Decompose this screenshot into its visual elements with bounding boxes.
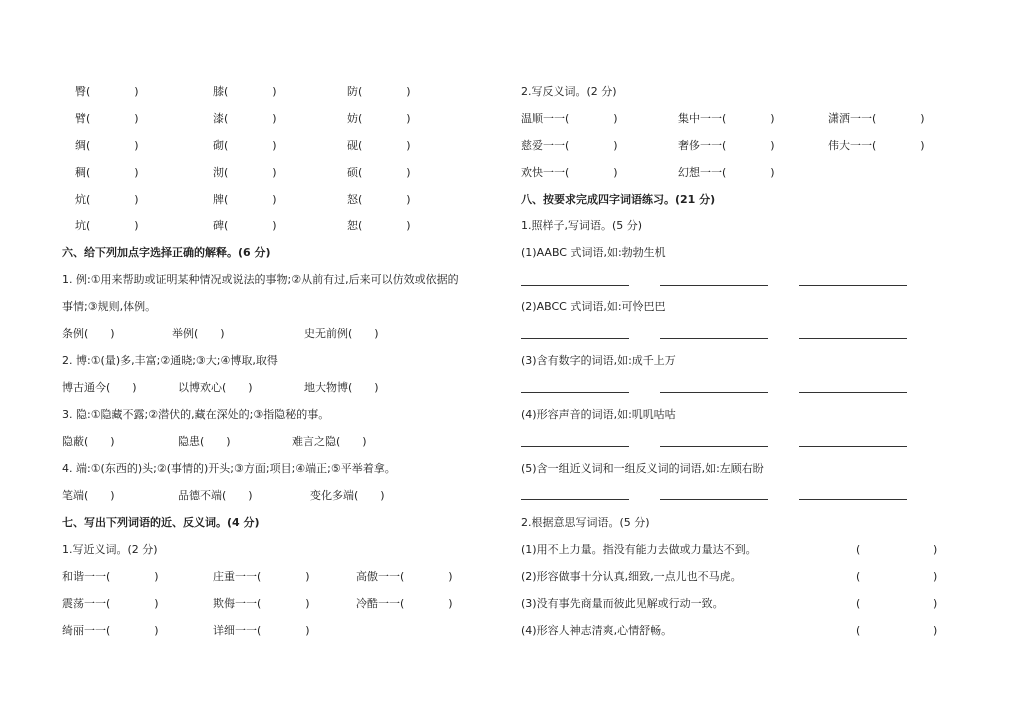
char-item: 稠( ) [75,166,139,179]
synonym-item: 高傲一一( ) [356,570,453,583]
char-item: 砌( ) [213,139,277,152]
char-item: 臀( ) [75,85,139,98]
answer-line[interactable] [521,392,629,393]
char-item: 沏( ) [213,166,277,179]
answer-line[interactable] [799,285,907,286]
answer-line[interactable] [660,285,768,286]
answer-line[interactable] [660,446,768,447]
answer-item: 隐患( ) [178,435,231,448]
paren-open: ( [856,570,861,583]
answer-line[interactable] [660,392,768,393]
section8-title: 八、按要求完成四字词语练习。(21 分) [521,193,716,206]
question-text: 2. 博:①(量)多,丰富;②通晓;③大;④博取,取得 [62,354,278,367]
paren-open: ( [856,624,861,637]
meaning-text: (1)用不上力量。指没有能力去做或力量达不到。 [521,543,757,556]
answer-item: 以博欢心( ) [178,381,253,394]
char-item: 炕( ) [75,193,139,206]
answer-item: 条例( ) [62,327,115,340]
answer-item: 变化多端( ) [310,489,385,502]
paren-close: ) [933,597,938,610]
prompt-text: (2)ABCC 式词语,如:可怜巴巴 [521,300,666,313]
paren-open: ( [856,543,861,556]
answer-line[interactable] [521,285,629,286]
char-item: 砚( ) [347,139,411,152]
char-item: 绸( ) [75,139,139,152]
synonym-item: 庄重一一( ) [213,570,310,583]
question-text: 1. 例:①用来帮助或证明某种情况或说法的事物;②从前有过,后来可以仿效或依据的 [62,273,459,286]
answer-line[interactable] [660,499,768,500]
antonym-item: 集中一一( ) [678,112,775,125]
prompt-text: (1)AABC 式词语,如:勃勃生机 [521,246,666,259]
synonym-item: 详细一一( ) [213,624,310,637]
subquestion-title: 2.根据意思写词语。(5 分) [521,516,650,529]
antonym-item: 慈爱一一( ) [521,139,618,152]
antonym-item: 幻想一一( ) [678,166,775,179]
antonym-item: 欢快一一( ) [521,166,618,179]
question-text: 4. 端:①(东西的)头;②(事情的)开头;③方面;项目;④端正;⑤平举着拿。 [62,462,396,475]
char-item: 怒( ) [347,193,411,206]
antonym-item: 温顺一一( ) [521,112,618,125]
prompt-text: (4)形容声音的词语,如:叽叽咕咕 [521,408,676,421]
answer-item: 难言之隐( ) [292,435,367,448]
char-item: 恕( ) [347,219,411,232]
char-item: 坑( ) [75,219,139,232]
answer-item: 史无前例( ) [304,327,379,340]
paren-close: ) [933,543,938,556]
synonym-item: 冷酷一一( ) [356,597,453,610]
answer-line[interactable] [799,392,907,393]
subquestion-title: 1.写近义词。(2 分) [62,543,158,556]
answer-item: 品德不端( ) [178,489,253,502]
answer-item: 地大物博( ) [304,381,379,394]
question-text: 事情;③规则,体例。 [62,300,157,313]
synonym-item: 震荡一一( ) [62,597,159,610]
prompt-text: (3)含有数字的词语,如:成千上万 [521,354,676,367]
prompt-text: (5)含一组近义词和一组反义词的词语,如:左顾右盼 [521,462,764,475]
answer-item: 笔端( ) [62,489,115,502]
meaning-text: (2)形容做事十分认真,细致,一点儿也不马虎。 [521,570,742,583]
meaning-text: (4)形容人神志清爽,心情舒畅。 [521,624,673,637]
antonym-item: 奢侈一一( ) [678,139,775,152]
answer-line[interactable] [799,446,907,447]
answer-line[interactable] [521,499,629,500]
char-item: 碑( ) [213,219,277,232]
paren-open: ( [856,597,861,610]
synonym-item: 绮丽一一( ) [62,624,159,637]
antonym-item: 伟大一一( ) [828,139,925,152]
answer-item: 博古通今( ) [62,381,137,394]
answer-line[interactable] [660,338,768,339]
paren-close: ) [933,624,938,637]
synonym-item: 欺侮一一( ) [213,597,310,610]
char-item: 膝( ) [213,85,277,98]
synonym-item: 和谐一一( ) [62,570,159,583]
section6-title: 六、给下列加点字选择正确的解释。(6 分) [62,246,271,259]
paren-close: ) [933,570,938,583]
answer-item: 隐蔽( ) [62,435,115,448]
char-item: 漆( ) [213,112,277,125]
answer-line[interactable] [521,446,629,447]
char-item: 牌( ) [213,193,277,206]
meaning-text: (3)没有事先商量而彼此见解或行动一致。 [521,597,724,610]
section7-title: 七、写出下列词语的近、反义词。(4 分) [62,516,260,529]
char-item: 防( ) [347,85,411,98]
answer-line[interactable] [521,338,629,339]
answer-line[interactable] [799,338,907,339]
subquestion-title: 1.照样子,写词语。(5 分) [521,219,643,232]
answer-line[interactable] [799,499,907,500]
char-item: 妨( ) [347,112,411,125]
antonym-item: 潇洒一一( ) [828,112,925,125]
subquestion-title: 2.写反义词。(2 分) [521,85,617,98]
char-item: 硕( ) [347,166,411,179]
char-item: 臂( ) [75,112,139,125]
answer-item: 举例( ) [172,327,225,340]
question-text: 3. 隐:①隐藏不露;②潜伏的,藏在深处的;③指隐秘的事。 [62,408,330,421]
